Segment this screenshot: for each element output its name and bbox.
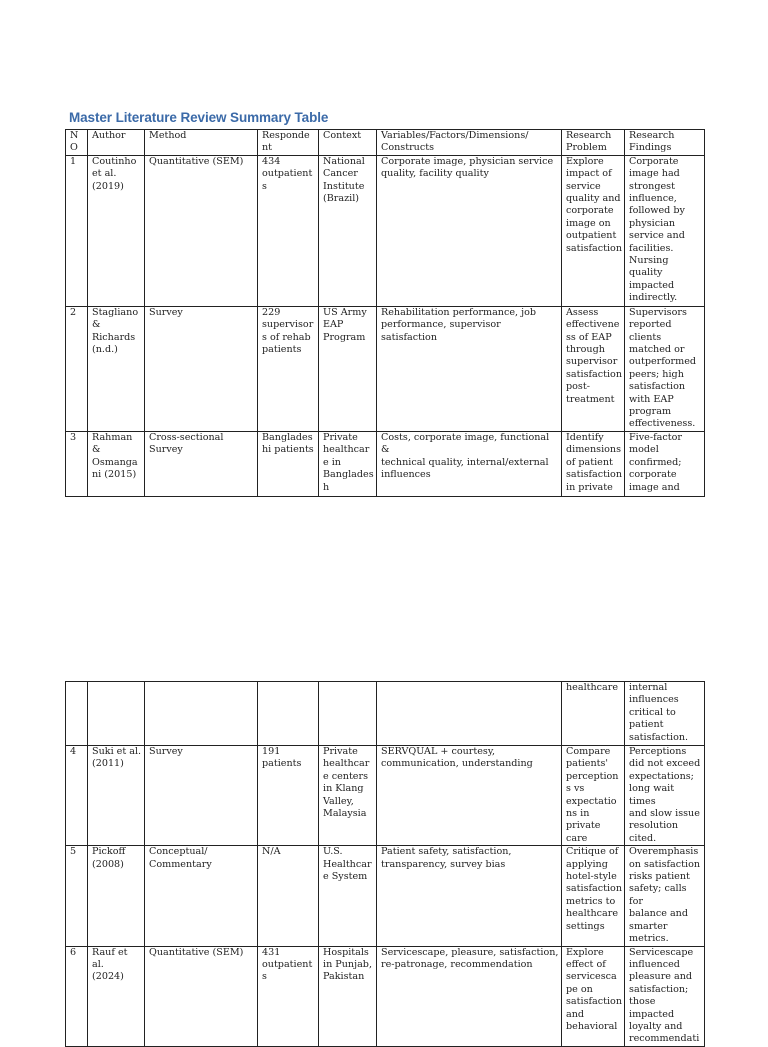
cell-findings <box>625 682 705 746</box>
cell-findings <box>625 431 705 496</box>
cell-problem-text: Critique of applying hotel-style satisfaction metrics to healthcare settings <box>566 846 623 932</box>
cell-context-text: National Cancer Institute (Brazil) <box>323 155 365 205</box>
cell-author <box>88 306 145 431</box>
cell-no-text: 1 <box>70 155 77 167</box>
cell-method-text: Quantitative (SEM) <box>149 946 244 958</box>
cell-problem-text: Compare patients' perception s vs expectatio ns in private care <box>566 746 619 844</box>
cell-respondent <box>258 155 319 306</box>
header-variables <box>377 130 562 156</box>
cell-author-text: Stagliano & Richards (n.d.) <box>92 306 139 356</box>
cell-method <box>145 431 258 496</box>
cell-respondent-text: Banglades hi patients <box>262 431 314 456</box>
header-variables-label: Variables/Factors/Dimensions/ Constructs <box>381 130 529 154</box>
cell-context <box>319 682 377 746</box>
cell-no <box>66 682 88 746</box>
cell-author-text: Pickoff (2008) <box>92 846 126 870</box>
cell-context-text: US Army EAP Program <box>323 306 367 343</box>
cell-problem <box>562 846 625 946</box>
table-row <box>66 306 705 431</box>
cell-variables-text: Costs, corporate image, functional & technical quality, internal/external influences <box>381 431 550 481</box>
cell-findings-text: Servicescape influenced pleasure and satisfaction; those impacted loyalty and recommendati <box>629 946 700 1045</box>
cell-context-text: Hospitals in Punjab, Pakistan <box>323 946 372 983</box>
cell-context <box>319 846 377 946</box>
cell-findings <box>625 846 705 946</box>
header-method-label: Method <box>149 130 187 141</box>
cell-author-text: Rauf et al. (2024) <box>92 946 128 983</box>
header-respondent <box>258 130 319 156</box>
cell-method-text: Quantitative (SEM) <box>149 155 244 167</box>
cell-author <box>88 682 145 746</box>
cell-problem-text: Explore effect of servicesca pe on satisfaction and behavioral <box>566 946 623 1032</box>
cell-findings-text: Five-factor model confirmed; corporate image and <box>629 431 682 493</box>
header-context-label: Context <box>323 130 362 141</box>
cell-respondent <box>258 946 319 1046</box>
cell-respondent <box>258 846 319 946</box>
cell-problem-text: Identify dimensions of patient satisfaction in private <box>566 431 623 493</box>
cell-respondent-text: 434 outpatient s <box>262 155 313 192</box>
cell-variables-text: Rehabilitation performance, job performance, supervisor satisfaction <box>381 306 537 343</box>
header-author <box>88 130 145 156</box>
cell-context <box>319 155 377 306</box>
header-no-label: N O <box>70 130 79 154</box>
table-row <box>66 431 705 496</box>
cell-method <box>145 846 258 946</box>
cell-variables <box>377 306 562 431</box>
cell-findings-text: Perceptions did not exceed expectations; long wait times and slow issue resolution cited. <box>629 746 701 844</box>
cell-author <box>88 431 145 496</box>
cell-no <box>66 946 88 1046</box>
cell-author-text: Suki et al. (2011) <box>92 746 142 770</box>
table-header-row <box>66 130 705 156</box>
cell-context-text: Private healthcar e in Banglades h <box>323 431 374 493</box>
cell-variables-text: SERVQUAL + courtesy, communication, understanding <box>381 746 533 770</box>
cell-context-text: U.S. Healthcar e System <box>323 846 372 883</box>
cell-findings <box>625 155 705 306</box>
cell-context <box>319 746 377 846</box>
cell-no-text: 3 <box>70 431 77 443</box>
table-row <box>66 946 705 1046</box>
header-context <box>319 130 377 156</box>
cell-method-text: Conceptual/ Commentary <box>149 846 212 870</box>
cell-author <box>88 155 145 306</box>
cell-variables-text: Patient safety, satisfaction, transparency, survey bias <box>381 846 512 870</box>
header-findings <box>625 130 705 156</box>
cell-problem <box>562 155 625 306</box>
cell-context-text: Private healthcar e centers in Klang Valley, Malaysia <box>323 746 370 820</box>
cell-author <box>88 946 145 1046</box>
header-method <box>145 130 258 156</box>
cell-findings-text: Corporate image had strongest influence, followed by physician service and facilities. Nursing quality impacted indirectly. <box>629 155 685 304</box>
cell-author-text: Coutinho et al. (2019) <box>92 155 137 192</box>
cell-context <box>319 946 377 1046</box>
cell-method <box>145 946 258 1046</box>
cell-findings-text: Overemphasis on satisfaction risks patient safety; calls for balance and smarter metrics. <box>629 846 701 945</box>
document-title: Master Literature Review Summary Table <box>69 110 329 125</box>
table-row <box>66 746 705 846</box>
cell-method <box>145 682 258 746</box>
cell-problem <box>562 306 625 431</box>
cell-author-text: Rahman & Osmanga ni (2015) <box>92 431 138 481</box>
cell-no-text: 5 <box>70 846 77 858</box>
cell-findings-text: Supervisors reported clients matched or outperformed peers; high satisfaction with EAP program effectiveness. <box>629 306 697 430</box>
cell-problem <box>562 946 625 1046</box>
cell-variables <box>377 682 562 746</box>
cell-author <box>88 746 145 846</box>
cell-problem <box>562 746 625 846</box>
header-respondent-label: Responde nt <box>262 130 310 154</box>
cell-no <box>66 746 88 846</box>
cell-no <box>66 846 88 946</box>
cell-method-text: Survey <box>149 306 183 318</box>
header-author-label: Author <box>92 130 126 141</box>
cell-findings <box>625 746 705 846</box>
cell-method-text: Survey <box>149 746 183 757</box>
cell-method <box>145 155 258 306</box>
cell-variables <box>377 846 562 946</box>
header-problem <box>562 130 625 156</box>
literature-table-page-1 <box>65 129 705 497</box>
header-findings-label: Research Findings <box>629 130 675 154</box>
cell-respondent <box>258 431 319 496</box>
cell-problem-text: healthcare <box>566 682 619 693</box>
cell-author <box>88 846 145 946</box>
literature-table-page-2 <box>65 681 705 1047</box>
table-row <box>66 682 705 746</box>
cell-problem-text: Assess effectivene ss of EAP through supervisor satisfaction post- treatment <box>566 306 623 405</box>
header-problem-label: Research Problem <box>566 130 612 154</box>
cell-problem <box>562 682 625 746</box>
cell-respondent-text: 431 outpatient s <box>262 946 313 983</box>
cell-respondent-text: 191 patients <box>262 746 302 770</box>
cell-context <box>319 431 377 496</box>
cell-no <box>66 306 88 431</box>
cell-no-text: 2 <box>70 306 77 318</box>
cell-respondent <box>258 306 319 431</box>
cell-context <box>319 306 377 431</box>
cell-variables-text: Servicescape, pleasure, satisfaction, re-patronage, recommendation <box>381 946 559 970</box>
cell-variables-text: Corporate image, physician service quality, facility quality <box>381 155 554 180</box>
header-no <box>66 130 88 156</box>
cell-problem-text: Explore impact of service quality and corporate image on outpatient satisfaction <box>566 155 623 254</box>
cell-method-text: Cross-sectional Survey <box>149 431 224 456</box>
cell-findings-text: internal influences critical to patient satisfaction. <box>629 682 689 743</box>
cell-problem <box>562 431 625 496</box>
cell-respondent <box>258 682 319 746</box>
cell-no <box>66 155 88 306</box>
table-row <box>66 846 705 946</box>
cell-no-text: 6 <box>70 946 77 958</box>
cell-no-text: 4 <box>70 746 77 757</box>
cell-method <box>145 746 258 846</box>
cell-method <box>145 306 258 431</box>
cell-findings <box>625 306 705 431</box>
cell-respondent-text: N/A <box>262 846 281 858</box>
cell-variables <box>377 431 562 496</box>
cell-respondent-text: 229 supervisor s of rehab patients <box>262 306 314 356</box>
cell-variables <box>377 746 562 846</box>
cell-findings <box>625 946 705 1046</box>
table-row <box>66 155 705 306</box>
cell-no <box>66 431 88 496</box>
cell-variables <box>377 155 562 306</box>
cell-respondent <box>258 746 319 846</box>
cell-variables <box>377 946 562 1046</box>
